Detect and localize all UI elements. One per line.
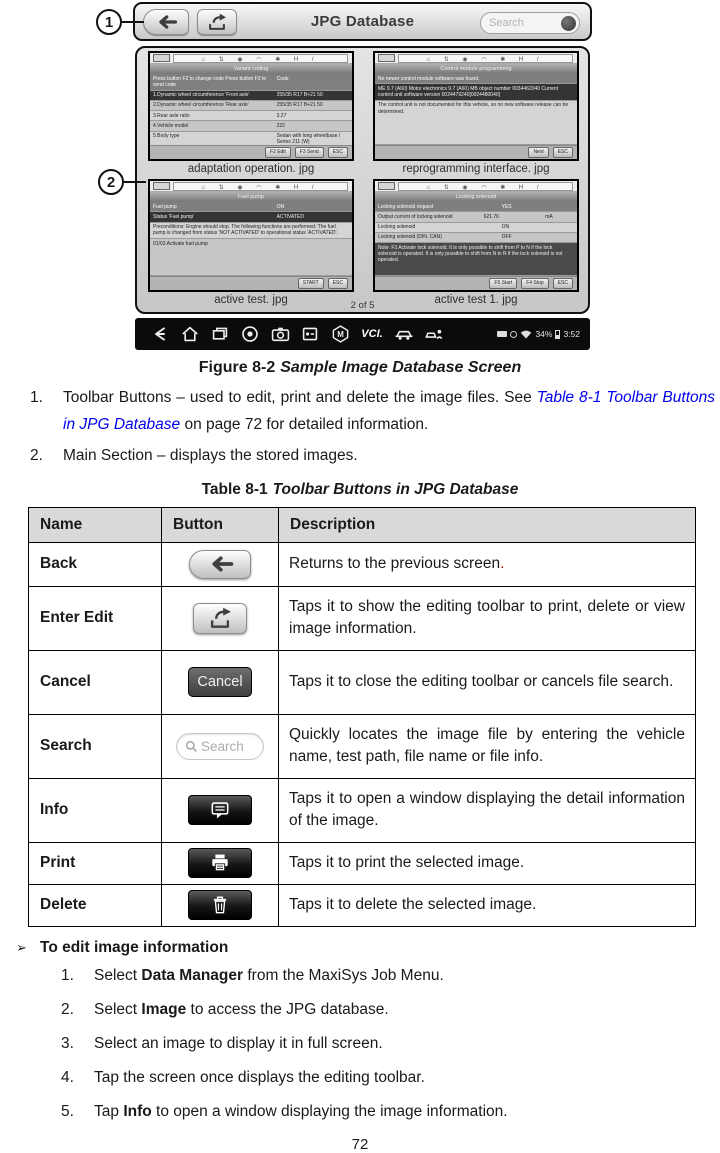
step-text [94,1068,425,1089]
mini-footer [375,276,577,290]
step-text [94,1000,389,1021]
table-row-print [29,842,696,884]
callout-2-number: 2 [106,173,116,191]
row-label: 5.Body type [153,133,180,139]
step-text [94,966,444,987]
thumbnail-caption: active test. jpg [214,294,288,306]
step-bold: Data Manager [141,966,244,984]
step-bold: Info [123,1102,152,1120]
mini-toolbar [375,53,577,64]
row-label: Output current of locking solenoid [378,213,453,220]
row-label: Preconditions: Engine should stop. The following functions are performed: The fuel pump is changed from status 'NOT ACTIVATED' to operational status 'ACTIVATED'. [153,224,338,237]
step-number: 5. [61,1102,74,1120]
nav-recents-icon[interactable] [205,326,235,342]
procedure-step-5 [61,1102,720,1123]
row-label: Locking solenoid [378,224,416,230]
nav-remote-desk-icon[interactable] [419,327,449,341]
row-label: 1.Dynamic wheel circumference 'Front axle' [153,92,250,98]
thumbnail-caption: active test 1. jpg [434,294,518,306]
row-label: Locking solenoid request [378,203,434,210]
callout-description-list [0,385,720,470]
row-name: Info [29,778,162,842]
svg-text:M: M [336,330,344,340]
mini-button: F2 Edit [265,147,291,158]
row-description [279,542,696,586]
status-battery-pct: 34% [535,329,553,339]
mini-button: ESC [328,278,348,289]
page-indicator: 2 of 5 [350,300,375,311]
toolbar-buttons-table [28,507,696,927]
row-value: ACTIVATED [276,213,304,220]
list-item-post: on page 72 for detailed information. [180,415,429,433]
tablet-screenshot [133,2,592,350]
search-go-icon[interactable] [561,16,576,31]
search-field-image [176,733,264,760]
thumbnail-image [148,179,354,292]
table-row-info [29,778,696,842]
mini-button: ESC [328,147,348,158]
row-description: Taps it to print the selected image. [279,842,696,884]
share-arrow-icon [207,607,233,629]
row-name: Search [29,714,162,778]
table-8-1-link[interactable]: Table 8-1 Toolbar Buttons in JPG Database [63,389,720,433]
step-pre: Tap [94,1102,124,1120]
back-arrow-icon [205,555,235,573]
magnifier-icon [185,740,198,753]
mini-button: F5 Start [489,278,517,289]
row-description: Taps it to delete the selected image. [279,884,696,926]
mini-toolbar [150,53,352,64]
step-number: 2. [61,1000,74,1018]
description-text: Returns to the previous screen [289,555,501,573]
row-button-cell [162,884,279,926]
callout-2 [98,169,124,195]
row-description: Taps it to open a window displaying the detail information of the image. [279,778,696,842]
mini-toolbar [150,181,352,192]
mini-body [150,74,352,145]
status-battery-icon [555,330,560,339]
procedure-heading-text: To edit image information [40,938,229,956]
list-item-number: 1. [30,389,43,406]
mini-button: START [298,278,324,289]
mini-back-icon [153,54,170,62]
mini-titlebar: Control module programming [375,64,577,74]
list-item-text [63,385,720,438]
row-value: ON [276,203,285,210]
mini-back-icon [153,182,170,190]
row-button-cell [162,778,279,842]
thumbnail-image [148,51,354,161]
mini-button: F3 Send [295,147,324,158]
delete-button-image [188,890,252,920]
row-label: Locking solenoid (DIN. CAN) [378,234,442,241]
row-label: 3.Rear axle ratio [153,112,190,119]
jpg-database-toolbar [133,2,592,41]
table-row-cancel [29,650,696,714]
row-name: Enter Edit [29,586,162,650]
procedure-step-1 [61,966,720,987]
row-label: ME 9.7 (A60) Motor electronics 9.7 (A60) MB object number 0034462040 Current control unit software version 0024479240[0024480040] [378,85,559,98]
figure-caption-number: Figure 8-2 [198,359,276,376]
arrow-bullet-icon: ➢ [16,939,27,955]
row-label: 2.Dynamic wheel circumference 'Rear axle' [153,102,249,109]
mini-toolbar-icons: ⌂ ⇅ ◉ ◠ ✱ H / [398,182,573,191]
cancel-button-image: Cancel [188,667,252,697]
header-button: Button [162,507,279,542]
mini-titlebar: Fuel pump [150,192,352,202]
image-main-section [135,46,590,314]
step-post: to open a window displaying the image information. [151,1102,508,1120]
procedure-heading [16,939,720,957]
mini-footer [375,145,577,159]
table-row-back [29,542,696,586]
nav-maxisys-icon[interactable] [325,325,355,343]
thumbnail-caption: adaptation operation. jpg [187,163,315,175]
thumbnail-reprogramming-interface[interactable] [373,51,579,175]
nav-vehicle-icon[interactable] [389,327,419,341]
row-name: Delete [29,884,162,926]
row-label: 01/03 Activate fuel pump [153,240,208,247]
row-value: 255/35 R17 B+21 50 [276,102,323,109]
search-field[interactable] [480,12,580,34]
row-value: 3.27 [276,112,287,119]
mini-back-icon [378,182,395,190]
row-unit: mA [545,213,553,220]
row-value: ON [501,224,510,230]
thumbnail-active-test[interactable] [148,179,354,306]
list-item-pre: Toolbar Buttons – used to edit, print and delete the image files. See [63,389,537,406]
row-button-cell [162,842,279,884]
mini-body [150,202,352,276]
search-placeholder: Search [489,17,524,29]
row-label: Note: F3 Activate lock solenoid. It is only possible to shift from P to N if the lock solenoid is operated. It is only possible to shift from N to R if the lock solenoid is not operated. [378,244,563,263]
mini-body [375,202,577,276]
row-name: Cancel [29,650,162,714]
info-icon [208,800,232,820]
status-cluster [497,329,580,339]
mini-footer [150,145,352,159]
row-label: No newer control module software was found. [378,75,480,82]
mini-body [375,74,577,145]
row-label: 4.Vehicle model [153,122,189,129]
nav-browser-icon[interactable] [235,325,265,343]
row-label: Press button F2 to change code Press button F3 to send code [153,75,267,88]
list-item-1 [30,385,720,438]
thumbnail-image [373,179,579,292]
row-label: Status 'Fuel pump' [153,213,195,220]
mini-button: F4 Stop [521,278,549,289]
mini-button: Next [528,147,548,158]
row-value: 255/35 R17 B+21 50 [276,92,323,98]
row-button-cell [162,586,279,650]
description-period: . [500,555,505,573]
row-value: Code [276,75,289,82]
screen-title: JPG Database [310,13,415,30]
status-usb-icon [497,331,507,337]
procedure-step-4 [61,1068,720,1089]
nav-screenshot-icon[interactable] [295,326,325,342]
row-value: 621.76 [483,213,499,220]
step-pre: Select an image to display it in full screen. [94,1034,383,1052]
table-row-enter-edit [29,586,696,650]
print-button-image [188,848,252,878]
mini-button: ESC [553,147,573,158]
thumbnail-caption: reprogramming interface. jpg [402,163,550,175]
page-number: 72 [351,1135,369,1153]
nav-back-icon[interactable] [145,326,175,342]
figure-8-2 [0,0,720,352]
row-label: Fuel pump [153,203,177,210]
row-value: 222 [276,122,285,129]
row-label: The control unit is not documented for this vehicle, so no new software release can be determined. [378,102,569,115]
mini-toolbar [375,181,577,192]
table-caption [0,481,720,499]
step-post: from the MaxiSys Job Menu. [243,966,444,984]
mini-titlebar: Locking solenoid [375,192,577,202]
table-row-search [29,714,696,778]
callout-1-line [122,21,144,23]
back-button-image [189,550,251,579]
mini-footer [150,276,352,290]
row-button-cell [162,650,279,714]
header-name: Name [29,507,162,542]
thumbnail-active-test-1[interactable] [373,179,579,306]
search-placeholder-text: Search [201,738,244,754]
list-item-number: 2. [30,447,43,465]
callout-2-line [124,181,146,183]
figure-caption [0,359,720,377]
row-description: Quickly locates the image file by entering the vehicle name, test path, file name or file info. [279,714,696,778]
callout-1-number: 1 [104,13,114,31]
mini-toolbar-icons: ⌂ ⇅ ◉ ◠ ✱ H / [398,54,573,63]
info-button-image [188,795,252,825]
procedure-step-3 [61,1034,720,1055]
trash-icon [211,895,229,915]
row-description: Taps it to show the editing toolbar to print, delete or view image information. [279,586,696,650]
row-name: Print [29,842,162,884]
procedure-steps [0,966,720,1123]
step-number: 3. [61,1034,74,1052]
list-item-text: Main Section – displays the stored images. [63,447,358,465]
row-description: Taps it to close the editing toolbar or cancels file search. [279,650,696,714]
step-text [94,1034,383,1055]
mini-toolbar-icons: ⌂ ⇅ ◉ ◠ ✱ H / [173,182,348,191]
android-nav-bar [135,318,590,350]
row-value: Sedan with long wheelbase / Series 211 (W) [276,133,341,145]
row-button-cell [162,714,279,778]
step-number: 4. [61,1068,74,1086]
mini-titlebar: Variant coding [150,64,352,74]
enter-edit-button-image [193,603,247,634]
step-text [94,1102,508,1123]
printer-icon [209,853,231,873]
status-sync-icon [510,331,517,338]
step-number: 1. [61,966,74,984]
status-wifi-icon [520,329,532,339]
step-bold: Image [141,1000,187,1018]
thumbnail-image [373,51,579,161]
header-description: Description [279,507,696,542]
table-header-row [29,507,696,542]
procedure-step-2 [61,1000,720,1021]
row-name: Back [29,542,162,586]
step-pre: Tap the screen once displays the editing toolbar. [94,1068,425,1086]
nav-home-icon[interactable] [175,326,205,342]
mini-toolbar-icons: ⌂ ⇅ ◉ ◠ ✱ H / [173,54,348,63]
step-pre: Select [94,1000,142,1018]
table-caption-number: Table 8-1 [201,480,268,498]
row-value: OFF [501,234,512,241]
status-time: 3:52 [563,329,580,339]
nav-vci-icon[interactable]: VCI. [361,328,383,340]
mini-back-icon [378,54,395,62]
mini-button: ESC [553,278,573,289]
step-post: to access the JPG database. [186,1000,389,1018]
list-item-2 [30,443,715,470]
table-row-delete [29,884,696,926]
step-pre: Select [94,966,142,984]
row-value: YES [501,203,512,210]
table-caption-title: Toolbar Buttons in JPG Database [272,480,519,498]
row-button-cell [162,542,279,586]
thumbnail-adaptation-operation[interactable] [148,51,354,175]
callout-1 [96,9,122,35]
figure-caption-title: Sample Image Database Screen [280,359,522,376]
nav-camera-icon[interactable] [265,326,295,342]
